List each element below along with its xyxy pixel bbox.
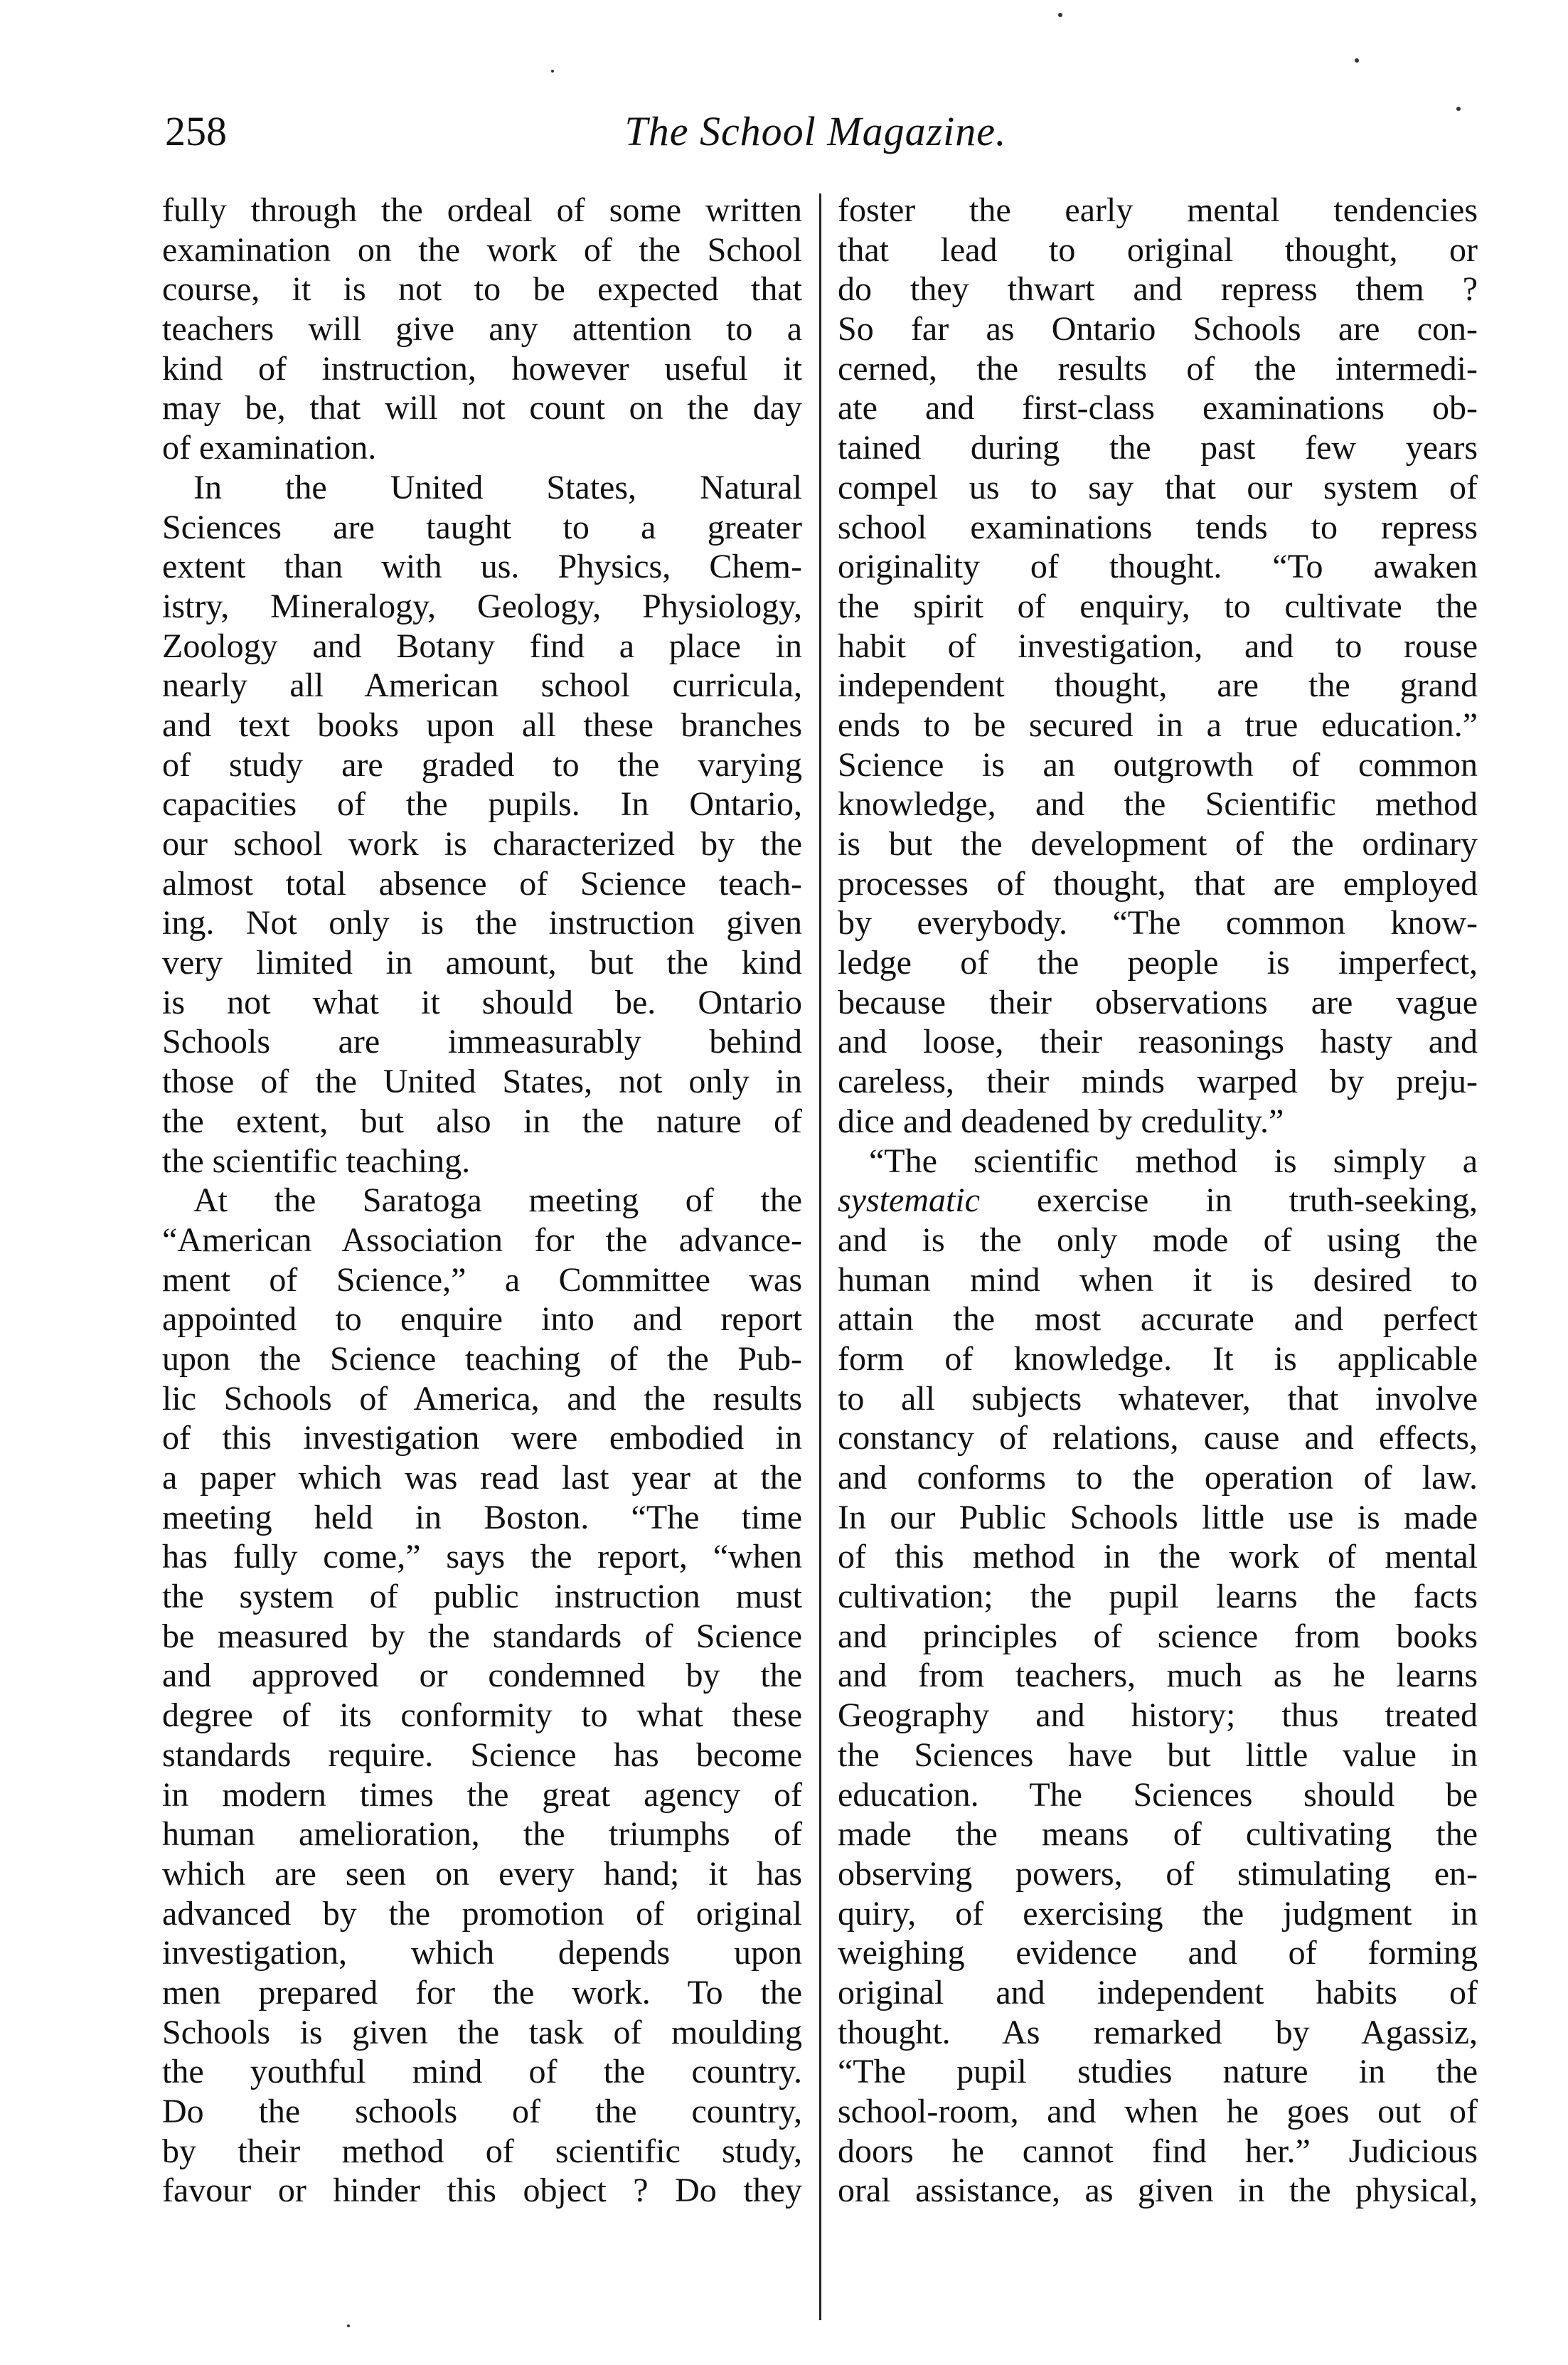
text-line: a paper which was read last year at the (162, 1459, 802, 1497)
text-line: our school work is characterized by the (162, 825, 802, 863)
text-line: ends to be secured in a true education.” (838, 706, 1478, 744)
italic-word: systematic (838, 1181, 980, 1220)
text-line: “American Association for the advance- (162, 1221, 802, 1259)
text-line: appointed to enquire into and report (162, 1300, 802, 1339)
text-line: of this method in the work of mental (838, 1538, 1478, 1576)
print-speck (1456, 107, 1461, 111)
text-line: advanced by the promotion of original (162, 1894, 802, 1933)
text-line: course, it is not to be expected that (162, 270, 802, 309)
text-line: Sciences are taught to a greater (162, 508, 802, 546)
text-line: and approved or condemned by the (162, 1657, 802, 1695)
text-line: cerned, the results of the intermedi- (838, 349, 1478, 388)
text-line: may be, that will not count on the day (162, 389, 802, 427)
text-line: very limited in amount, but the kind (162, 944, 802, 982)
text-line: careless, their minds warped by preju- (838, 1063, 1478, 1101)
running-head (165, 103, 1466, 160)
paragraph-end-line: the scientific teaching. (162, 1142, 471, 1180)
text-line: favour or hinder this object ? Do they (162, 2172, 802, 2210)
text-line: capacities of the pupils. In Ontario, (162, 785, 802, 824)
text-line: doors he cannot find her.” Judicious (838, 2132, 1478, 2170)
text-line: lic Schools of America, and the results (162, 1379, 802, 1418)
text-line: independent thought, are the grand (838, 666, 1478, 705)
text-line: and from teachers, much as he learns (838, 1657, 1478, 1695)
text-line: nearly all American school curricula, (162, 666, 802, 705)
text-line: school-room, and when he goes out of (838, 2093, 1478, 2130)
left-column (162, 191, 802, 2321)
text-line: and is the only mode of using the (838, 1221, 1478, 1259)
text-line: be measured by the standards of Science (162, 1617, 802, 1655)
text-line: “The pupil studies nature in the (838, 2053, 1478, 2091)
text-line: the youthful mind of the country. (162, 2053, 802, 2091)
text-line: and principles of science from books (838, 1617, 1478, 1655)
paragraph-start-line: In the United States, Natural (193, 468, 802, 506)
text-line: tained during the past few years (838, 429, 1478, 467)
text-line: originality of thought. “To awaken (838, 548, 1478, 586)
text-line: degree of its conformity to what these (162, 1696, 802, 1735)
text-line: fully through the ordeal of some written (162, 191, 802, 229)
text-line: Science is an outgrowth of common (838, 745, 1478, 784)
text-line: Geography and history; thus treated (838, 1696, 1478, 1735)
text-line: thought. As remarked by Agassiz, (838, 2013, 1478, 2051)
text-line: the Sciences have but little value in (838, 1736, 1478, 1774)
text-line: Zoology and Botany find a place in (162, 627, 802, 665)
text-line: that lead to original thought, or (838, 230, 1478, 269)
text-line: ate and first-class examinations ob- (838, 389, 1478, 427)
text-line: original and independent habits of (838, 1973, 1478, 2011)
paragraph-start-line: At the Saratoga meeting of the (193, 1181, 802, 1220)
text-line: systematic exercise in truth-seeking, (838, 1181, 1478, 1220)
text-line: weighing evidence and of forming (838, 1934, 1478, 1972)
text-line: in modern times the great agency of (162, 1775, 802, 1814)
paragraph-start-line: “The scientific method is simply a (869, 1142, 1478, 1180)
text-line: and conforms to the operation of law. (838, 1459, 1478, 1497)
text-line: processes of thought, that are employed (838, 864, 1478, 903)
text-line: by everybody. “The common know- (838, 904, 1478, 942)
text-line: the system of public instruction must (162, 1578, 802, 1616)
text-line: meeting held in Boston. “The time (162, 1498, 802, 1536)
text-line: istry, Mineralogy, Geology, Physiology, (162, 587, 802, 625)
text-line: Schools are immeasurably behind (162, 1023, 802, 1061)
text-line: of this investigation were embodied in (162, 1419, 802, 1457)
print-speck (347, 2324, 350, 2327)
text-line: quiry, of exercising the judgment in (838, 1894, 1478, 1933)
text-line: constancy of relations, cause and effects, (838, 1419, 1478, 1457)
text-line: school examinations tends to repress (838, 508, 1478, 546)
text-line: men prepared for the work. To the (162, 1973, 802, 2011)
text-line: compel us to say that our system of (838, 468, 1478, 506)
text-line: investigation, which depends upon (162, 1934, 802, 1972)
text-line: kind of instruction, however useful it (162, 349, 802, 388)
text-line: made the means of cultivating the (838, 1815, 1478, 1854)
text-line: habit of investigation, and to rouse (838, 627, 1478, 665)
text-line: almost total absence of Science teach- (162, 864, 802, 903)
text-line: Schools is given the task of moulding (162, 2013, 802, 2051)
text-line: human mind when it is desired to (838, 1260, 1478, 1299)
text-line: those of the United States, not only in (162, 1063, 802, 1101)
text-line: examination on the work of the School (162, 230, 802, 269)
text-line: In our Public Schools little use is made (838, 1498, 1478, 1536)
text-line: foster the early mental tendencies (838, 191, 1478, 229)
text-line: attain the most accurate and perfect (838, 1300, 1478, 1339)
print-speck (1355, 58, 1359, 63)
text-line: observing powers, of stimulating en- (838, 1854, 1478, 1893)
column-divider (819, 193, 821, 2320)
text-line: ing. Not only is the instruction given (162, 904, 802, 942)
text-line: ment of Science,” a Committee was (162, 1260, 802, 1299)
text-line: to all subjects whatever, that involve (838, 1379, 1478, 1418)
text-line: standards require. Science has become (162, 1736, 802, 1774)
text-line: and text books upon all these branches (162, 706, 802, 744)
text-line: cultivation; the pupil learns the facts (838, 1578, 1478, 1616)
text-line: human amelioration, the triumphs of (162, 1815, 802, 1854)
text-line: ledge of the people is imperfect, (838, 944, 1478, 982)
text-line: is not what it should be. Ontario (162, 983, 802, 1021)
text-line: do they thwart and repress them ? (838, 270, 1478, 309)
text-line: So far as Ontario Schools are con- (838, 310, 1478, 349)
text-line: extent than with us. Physics, Chem- (162, 548, 802, 586)
text-line: knowledge, and the Scientific method (838, 785, 1478, 824)
text-line: oral assistance, as given in the physical, (838, 2172, 1478, 2210)
page-number: 258 (165, 108, 227, 154)
journal-title: The School Magazine. (624, 108, 1007, 154)
text-line: the extent, but also in the nature of (162, 1102, 802, 1140)
right-column (838, 191, 1478, 2321)
text-line: because their observations are vague (838, 983, 1478, 1021)
paragraph-end-line: dice and deadened by credulity.” (838, 1102, 1284, 1140)
print-speck (1058, 13, 1062, 17)
text-line: by their method of scientific study, (162, 2132, 802, 2170)
print-speck (551, 70, 554, 73)
text-line: teachers will give any attention to a (162, 310, 802, 349)
text-line: and loose, their reasonings hasty and (838, 1023, 1478, 1061)
text-line: which are seen on every hand; it has (162, 1854, 802, 1893)
text-line: form of knowledge. It is applicable (838, 1339, 1478, 1378)
text-line: has fully come,” says the report, “when (162, 1538, 802, 1576)
text-line: the spirit of enquiry, to cultivate the (838, 587, 1478, 625)
text-line: of study are graded to the varying (162, 745, 802, 784)
text-line: education. The Sciences should be (838, 1775, 1478, 1814)
text-line: upon the Science teaching of the Pub- (162, 1339, 802, 1378)
paragraph-end-line: of examination. (162, 429, 377, 467)
text-line: Do the schools of the country, (162, 2093, 802, 2130)
text-line: is but the development of the ordinary (838, 825, 1478, 863)
